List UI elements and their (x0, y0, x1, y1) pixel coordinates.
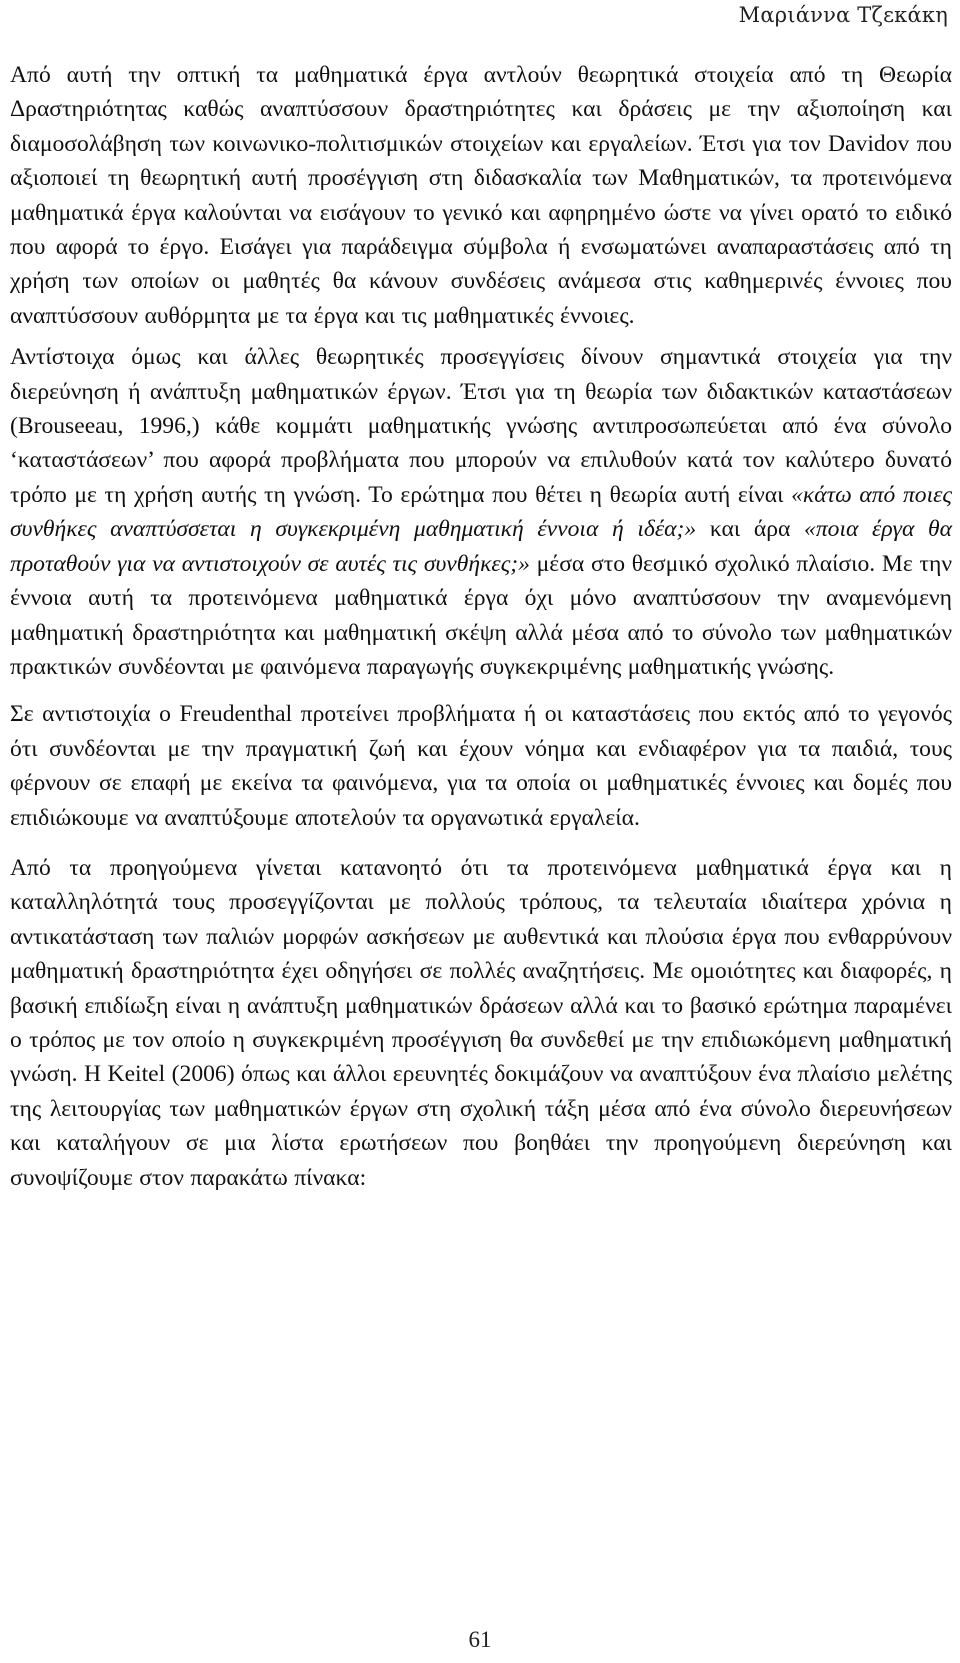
page-number: 61 (468, 1627, 492, 1652)
italic-question-tasks: «ποια έργα θα προταθούν για να αντιστοιχούν σε αυτές τις συνθήκες;» (10, 516, 952, 577)
paragraph-freudenthal: Σε αντιστοιχία ο Freudenthal προτείνει προβλήματα ή οι καταστάσεις που εκτός από το γεγονός ότι συνδέονται με την πραγματική ζωή και έχουν νόημα και ενδιαφέρον για τα παιδιά, τους φέρνουν σε επαφή με εκείνα τα φαινόμενα, για τα οποία οι μαθηματικές έννοιες και δομές που επιδιώκουμε να αναπτύξουμε αποτελούν τα οργανωτικά εργαλεία. (10, 701, 952, 831)
running-header-author: Μαριάννα Τζεκάκη (738, 3, 948, 27)
paragraph-activity-theory: Από αυτή την οπτική τα μαθηματικά έργα αντλούν θεωρητικά στοιχεία από τη Θεωρία Δραστηριότητας καθώς αναπτύσσουν δραστηριότητες και δράσεις με την αξιοποίηση και διαμοσολάβηση των κοινωνικο-πολιτισμικών στοιχείων και εργαλείων. Έτσι για τον Davidov που αξιοποιεί τη θεωρητική αυτή προσέγγιση στη διδασκαλία των Μαθηματικών, τα προτεινόμενα μαθηματικά έργα καλούνται να εισάγουν το γενικό και αφηρημένο ώστε να γίνει ορατό το ειδικό που αφορά το έργο. Εισάγει για παράδειγμα σύμβολα ή ενσωματώνει αναπαραστάσεις από τη χρήση των οποίων οι μαθητές θα κάνουν συνδέσεις ανάμεσα στις καθημερινές έννοιες που αναπτύσσουν αυθόρμητα με τα έργα και τις μαθηματικές έννοιες. (10, 62, 952, 329)
paragraph-didactic-situations (10, 340, 952, 684)
paragraph-keitel: Από τα προηγούμενα γίνεται κατανοητό ότι τα προτεινόμενα μαθηματικά έργα και η καταλληλότητά τους προσεγγίζονται με πολλούς τρόπους, τα τελευταία ιδιαίτερα χρόνια η αντικατάσταση των παλιών μορφών ασκήσεων με αυθεντικά και πλούσια έργα που ενθαρρύνουν μαθηματική δραστηριότητα έχει οδηγήσει σε πολλές αναζητήσεις. Με ομοιότητες και διαφορές, η βασική επιδίωξη είναι η ανάπτυξη μαθηματικών δράσεων αλλά και το βασικό ερώτημα παραμένει ο τρόπος με τον οποίο η συγκεκριμένη προσέγγιση θα συνδεθεί με την επιδιωκόμενη μαθηματική γνώση. Η Keitel (2006) όπως και άλλοι ερευνητές δοκιμάζουν να αναπτύξουν ένα πλαίσιο μελέτης της λειτουργίας των μαθηματικών έργων στη σχολική τάξη μέσα από ένα σύνολο διερευνήσεων και καταλήγουν σε μια λίστα ερωτήσεων που βοηθάει την προηγούμενη διερεύνηση και συνοψίζουμε στον παρακάτω πίνακα: (10, 854, 952, 1191)
paragraph-text-segment: Αντίστοιχα όμως και άλλες θεωρητικές προσεγγίσεις δίνουν σημαντικά στοιχεία για την διερεύνηση ή ανάπτυξη μαθηματικών έργων. Έτσι για τη θεωρία των διδακτικών καταστάσεων (Brouseeau, 1996,) κάθε κομμάτι μαθηματικής γνώσης αντιπροσωπεύεται από ένα σύνολο ‘καταστάσεων’ που αφορά προβλήματα που μπορούν να επιλυθούν κατά τον καλύτερο δυνατό τρόπο με τη χρήση αυτής τη γνώση. Το ερώτημα που θέτει η θεωρία αυτή είναι (10, 344, 952, 508)
paragraph-text-segment: μέσα στο θεσμικό σχολικό πλαίσιο. Με την έννοια αυτή τα προτεινόμενα μαθηματικά έργα όχι μόνο αναπτύσσουν την αναμενόμενη μαθηματική δραστηριότητα και μαθηματική σκέψη αλλά μέσα από το σύνολο των μαθηματικών πρακτικών συνδέονται με φαινόμενα παραγωγής συγκεκριμένης μαθηματικής γνώσης. (10, 550, 952, 680)
italic-question-conditions: «κάτω από ποιες συνθήκες αναπτύσσεται η συγκεκριμένη μαθηματική έννοια ή ιδέα;» (10, 481, 952, 543)
paragraph-text-segment: και άρα (696, 516, 805, 543)
body-text (10, 58, 952, 1209)
